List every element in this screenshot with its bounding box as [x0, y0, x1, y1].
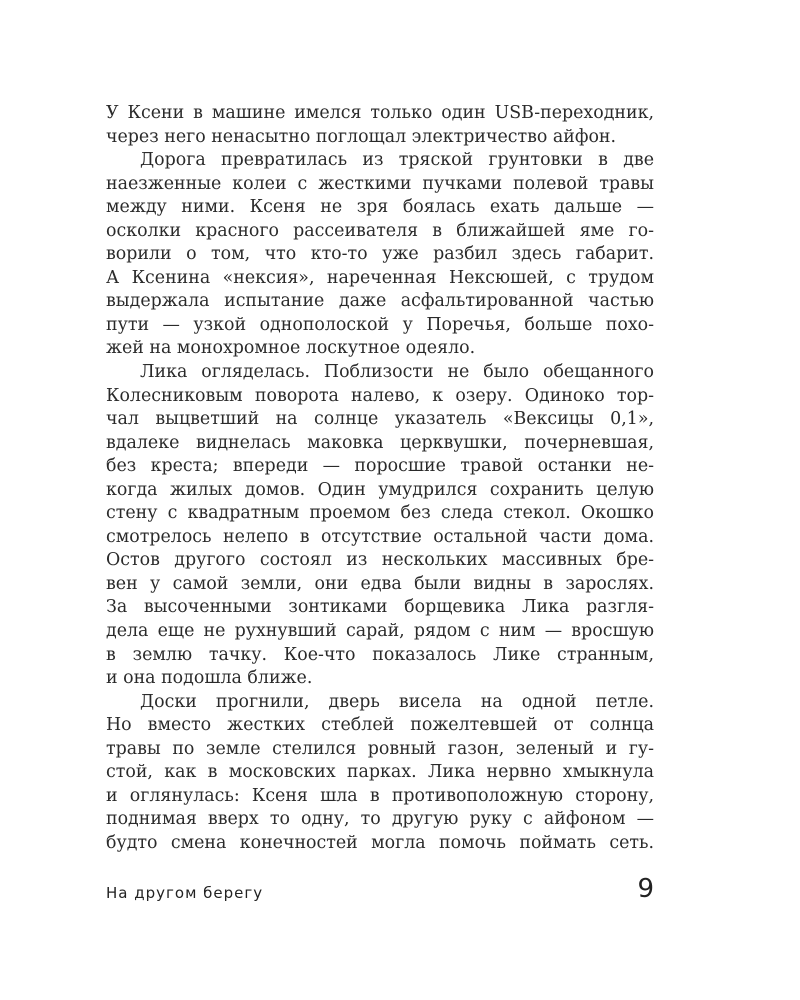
- text-line: Доски прогнили, дверь висела на одной петле.: [140, 691, 654, 712]
- text-line: когда жилых домов. Один умудрился сохранить целую: [106, 479, 654, 500]
- text-line: будто смена конечностей могла помочь поймать сеть.: [106, 832, 654, 853]
- text-line: и она подошла ближе.: [106, 668, 313, 689]
- text-line: и оглянулась: Ксеня шла в противоположную сторону,: [106, 785, 654, 806]
- text-line: вен у самой земли, они едва были видны в зарослях.: [106, 573, 654, 594]
- text-line: дела еще не рухнувший сарай, рядом с ним — вросшую: [106, 621, 654, 642]
- text-line: травы по земле стелился ровный газон, зеленый и гу-: [106, 738, 654, 759]
- text-line: ворили о том, что кто-то уже разбил здесь габарит.: [106, 244, 654, 265]
- text-line: Колесниковым поворота налево, к озеру. Одиноко тор-: [106, 385, 654, 406]
- text-line: У Ксени в машине имелся только один USB-переходник,: [106, 103, 654, 123]
- page-number: 9: [637, 874, 654, 904]
- text-line: без креста; впереди — поросшие травой останки не-: [106, 456, 654, 477]
- text-line: чал выцветший на солнце указатель «Вексицы 0,1»,: [106, 409, 654, 430]
- running-footer-title: На другом берегу: [106, 884, 264, 902]
- text-line: А Ксенина «нексия», нареченная Нексюшей, с трудом: [106, 267, 654, 288]
- text-line: через него ненасытно поглощал электричество айфон.: [106, 126, 617, 147]
- text-line: жей на монохромное лоскутное одеяло.: [106, 338, 476, 359]
- text-line: осколки красного рассеивателя в ближайшей яме го-: [106, 220, 654, 241]
- text-line: пути — узкой однополоской у Поречья, больше похо-: [106, 314, 654, 335]
- text-line: смотрелось нелепо в отсутствие остальной части дома.: [106, 526, 654, 547]
- text-line: наезженные колеи с жесткими пучками полевой травы: [106, 173, 654, 194]
- text-line: Но вместо жестких стеблей пожелтевшей от солнца: [106, 715, 654, 736]
- text-line: Остов другого состоял из нескольких массивных бре-: [106, 550, 654, 571]
- text-line: между ними. Ксеня не зря боялась ехать дальше —: [106, 197, 654, 218]
- text-line: За высоченными зонтиками борщевика Лика разгля-: [106, 597, 654, 618]
- text-line: стену с квадратным проемом без следа стекол. Окошко: [106, 503, 654, 524]
- text-line: выдержала испытание даже асфальтированной частью: [106, 291, 654, 312]
- text-line: поднимая вверх то одну, то другую руку с айфоном —: [106, 809, 654, 830]
- text-line: в землю тачку. Кое-что показалось Лике странным,: [106, 644, 654, 665]
- text-line: Лика огляделась. Поблизости не было обещанного: [140, 362, 654, 383]
- body-text: [106, 102, 654, 856]
- text-line: Дорога превратилась из тряской грунтовки в две: [140, 150, 654, 171]
- text-line: вдалеке виднелась маковка церквушки, почерневшая,: [106, 432, 654, 453]
- text-line: стой, как в московских парках. Лика нервно хмыкнула: [106, 762, 654, 783]
